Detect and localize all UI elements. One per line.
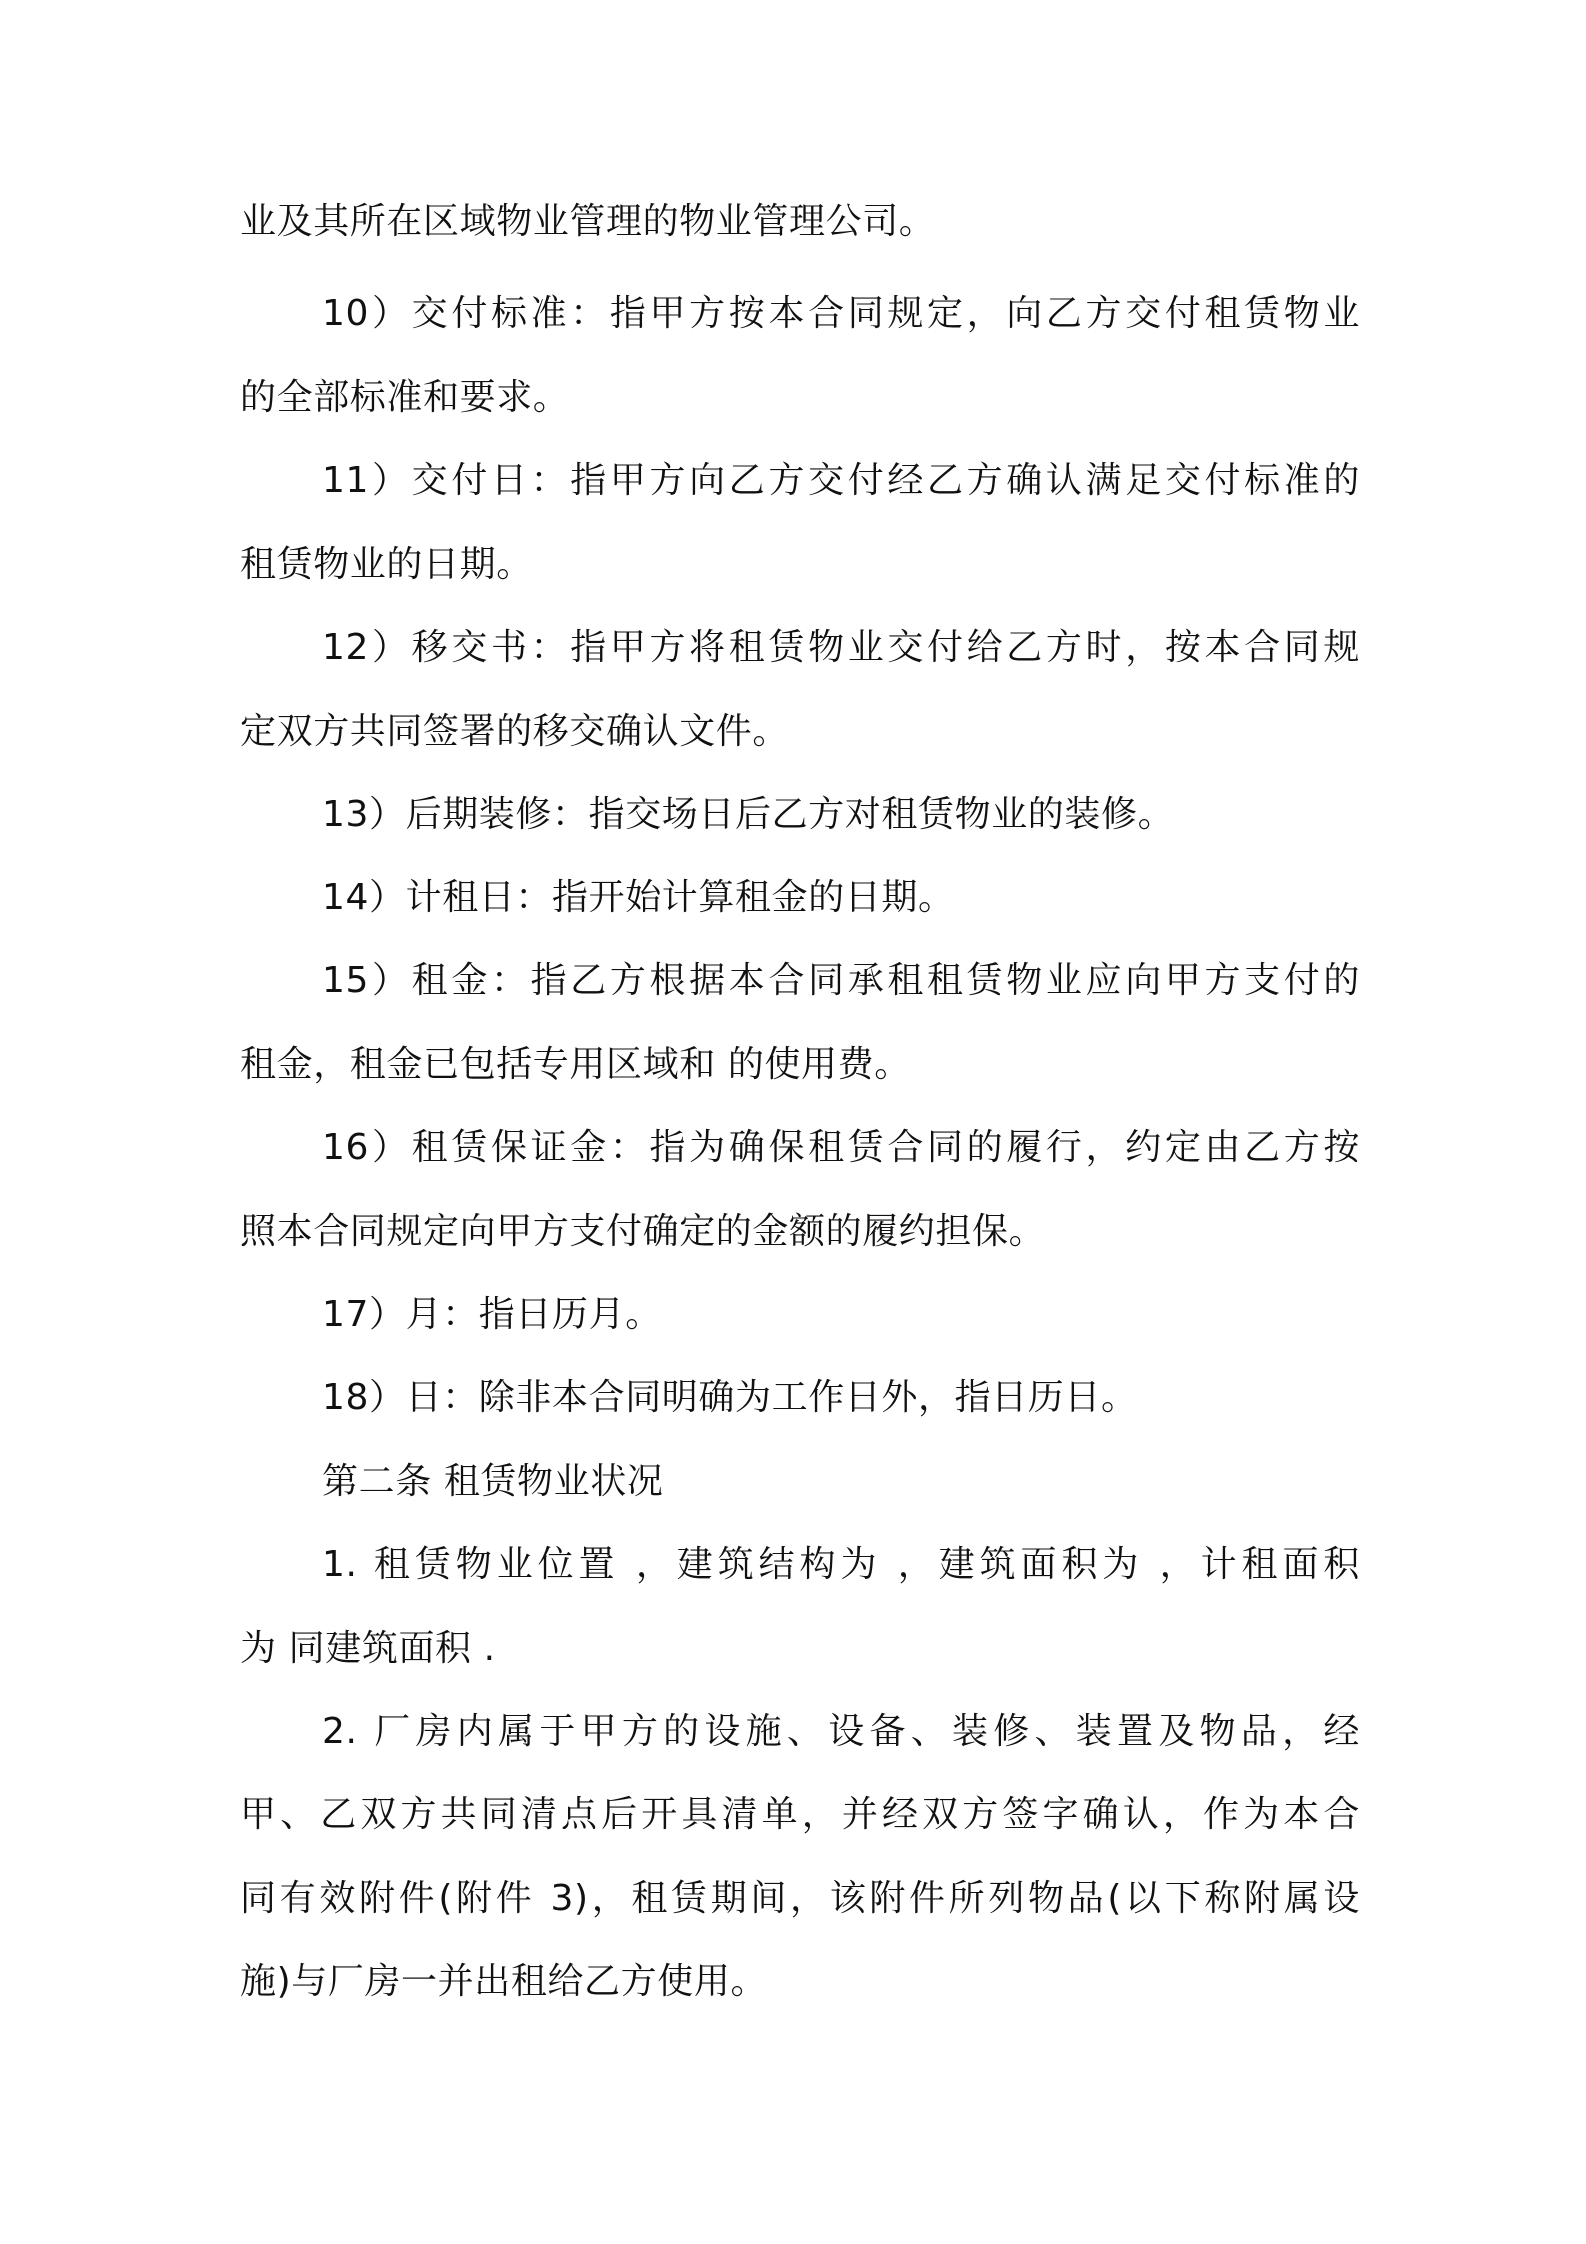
definition-12-line-1: 12）移交书：指甲方将租赁物业交付给乙方时，按本合同规 bbox=[322, 627, 1360, 668]
definition-15-line-2: 租金，租金已包括专用区域和 的使用费。 bbox=[240, 1044, 911, 1085]
definition-18: 18）日：除非本合同明确为工作日外，指日历日。 bbox=[322, 1377, 1138, 1418]
definition-11-line-2: 租赁物业的日期。 bbox=[240, 544, 533, 585]
clause-1-line-1: 1. 租赁物业位置 ，建筑结构为 ，建筑面积为 ，计租面积 bbox=[322, 1544, 1360, 1585]
clause-2-line-2: 甲、乙双方共同清点后开具清单，并经双方签字确认，作为本合 bbox=[240, 1794, 1360, 1835]
definition-14: 14）计租日：指开始计算租金的日期。 bbox=[322, 877, 955, 918]
definition-16-line-1: 16）租赁保证金：指为确保租赁合同的履行，约定由乙方按 bbox=[322, 1127, 1360, 1168]
text-line: 业及其所在区域物业管理的物业管理公司。 bbox=[240, 201, 936, 242]
definition-13: 13）后期装修：指交场日后乙方对租赁物业的装修。 bbox=[322, 794, 1175, 835]
clause-2-line-3: 同有效附件(附件 3)，租赁期间，该附件所列物品(以下称附属设 bbox=[240, 1878, 1360, 1919]
definition-17: 17）月：指日历月。 bbox=[322, 1294, 662, 1335]
definition-16-line-2: 照本合同规定向甲方支付确定的金额的履约担保。 bbox=[240, 1211, 1046, 1252]
definition-12-line-2: 定双方共同签署的移交确认文件。 bbox=[240, 711, 790, 752]
definition-10-line-2: 的全部标准和要求。 bbox=[240, 377, 570, 418]
clause-1-line-2: 为 同建筑面积 . bbox=[240, 1628, 496, 1669]
definition-11-line-1: 11）交付日：指甲方向乙方交付经乙方确认满足交付标准的 bbox=[322, 460, 1360, 501]
clause-2-line-1: 2. 厂房内属于甲方的设施、设备、装修、装置及物品，经 bbox=[322, 1711, 1360, 1752]
definition-15-line-1: 15）租金：指乙方根据本合同承租租赁物业应向甲方支付的 bbox=[322, 960, 1360, 1001]
clause-2-line-4: 施)与厂房一并出租给乙方使用。 bbox=[240, 1961, 768, 2002]
definition-10-line-1: 10）交付标准：指甲方按本合同规定，向乙方交付租赁物业 bbox=[322, 293, 1360, 334]
article-2-heading: 第二条 租赁物业状况 bbox=[322, 1461, 664, 1502]
